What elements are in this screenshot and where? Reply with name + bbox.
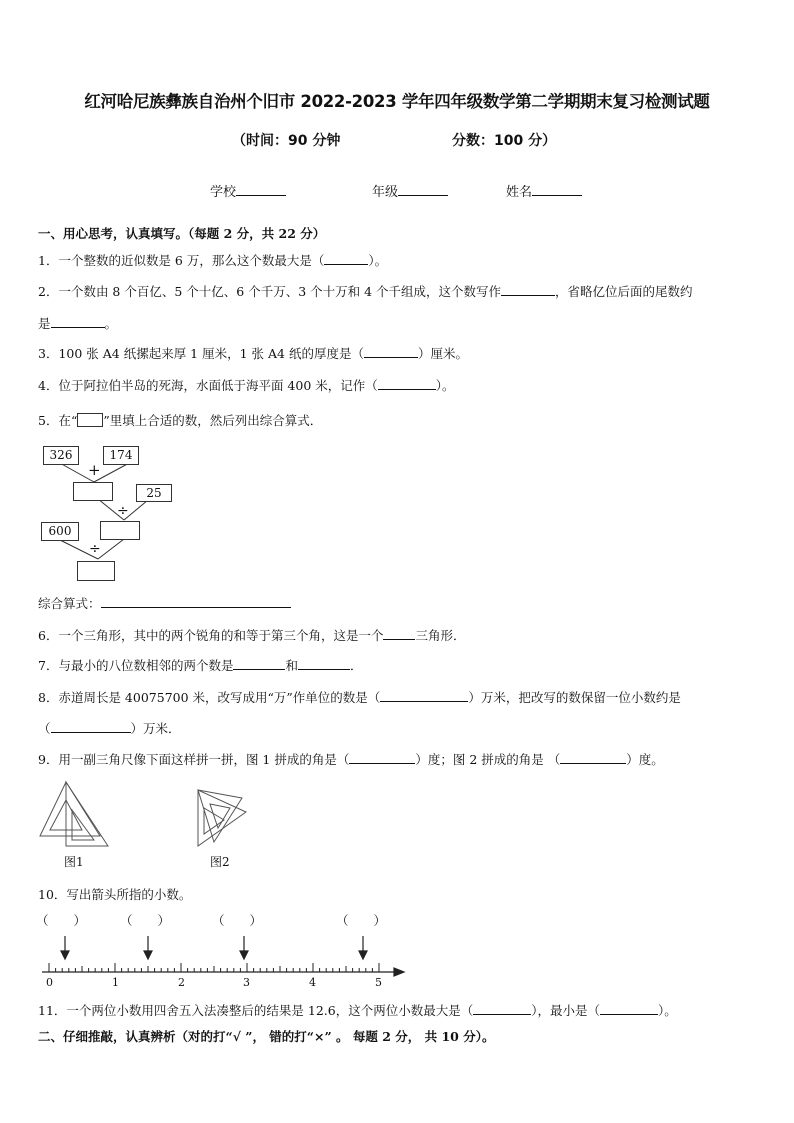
question-1	[38, 251, 387, 269]
q5-box-blank-3[interactable]	[77, 561, 115, 581]
question-8-cont	[38, 719, 181, 737]
q7-text-mid: 和	[285, 658, 298, 673]
question-2-cont	[38, 314, 117, 332]
q10-answer-1[interactable]: （ ）	[36, 913, 87, 928]
q5-box-174: 174	[103, 446, 139, 465]
q9-blank-1[interactable]	[349, 751, 415, 764]
question-8	[38, 688, 681, 706]
q10-answer-4[interactable]: （ ）	[336, 913, 387, 928]
q4-blank[interactable]	[378, 377, 436, 390]
time-label: （时间：90 分钟	[232, 133, 341, 149]
question-3	[38, 344, 468, 362]
q9-fig1-caption: 图1	[64, 855, 84, 869]
q5-formula	[38, 594, 291, 612]
q5-box-blank-2[interactable]	[100, 521, 140, 540]
q11-text: 11．一个两位小数用四舍五入法凑整后的结果是 12.6，这个两位小数最大是（	[38, 1003, 474, 1018]
q5-text: 5．在“	[38, 413, 78, 428]
grade-label: 年级	[372, 185, 399, 200]
question-7	[38, 656, 363, 674]
q1-text-end: ）。	[368, 253, 388, 268]
q2-blank-2[interactable]	[51, 315, 105, 328]
question-5	[38, 411, 322, 429]
q2-blank-1[interactable]	[501, 283, 555, 296]
q2-text: 2．一个数由 8 个百亿、5 个十亿、6 个千万、3 个十万和 4 个千组成，这个数写作	[38, 284, 502, 299]
section2-heading: 二、仔细推敲，认真辨析（对的打“√ ”， 错的打“×” 。 每题 2 分， 共 10 分）。	[38, 1029, 495, 1044]
name-blank[interactable]	[532, 183, 582, 196]
name-label: 姓名	[506, 185, 533, 200]
school-label: 学校	[210, 185, 237, 200]
q4-text: 4．位于阿拉伯半岛的死海，水面低于海平面 400 米，记作（	[38, 378, 378, 393]
q5-box-25: 25	[136, 484, 172, 502]
q4-text-end: ）。	[435, 378, 455, 393]
name-field[interactable]	[506, 181, 582, 200]
q9-text-mid: ）度；图 2 拼成的角是 （	[415, 752, 561, 767]
q10-answer-3[interactable]: （ ）	[212, 913, 263, 928]
page-title: 红河哈尼族彝族自治州个旧市 2022-2023 学年四年级数学第二学期期末复习检测试题	[84, 92, 710, 111]
q8-text-c: （	[38, 721, 51, 736]
q2-text-end: 。	[104, 316, 118, 331]
q1-blank[interactable]	[324, 252, 368, 265]
q5-formula-blank[interactable]	[101, 595, 291, 608]
q11-blank-2[interactable]	[600, 1002, 658, 1015]
q6-text: 6．一个三角形，其中的两个锐角的和等于第三个角，这是一个	[38, 628, 384, 643]
q11-text-mid: ），最小是（	[531, 1003, 600, 1018]
q8-text: 8．赤道周长是 40075700 米，改写成用“万”作单位的数是（	[38, 690, 381, 705]
q8-blank-1[interactable]	[380, 689, 468, 702]
q10-tick-label-4: 4	[309, 976, 316, 989]
q8-text-end: ）万米．	[130, 721, 181, 736]
school-blank[interactable]	[236, 183, 286, 196]
q10-tick-labels	[38, 976, 408, 992]
q5-op-plus: +	[88, 461, 101, 479]
q5-op-div-1: ÷	[117, 503, 129, 519]
q10-answer-2[interactable]: （ ）	[120, 913, 171, 928]
q9-text: 9．用一副三角尺像下面这样拼一拼，图 1 拼成的角是（	[38, 752, 350, 767]
q5-formula-label: 综合算式：	[38, 596, 101, 611]
q9-figure-1	[36, 778, 116, 850]
q10-tick-label-3: 3	[243, 976, 250, 989]
q2-text-c: 是	[38, 316, 51, 331]
q9-text-end: ）度。	[626, 752, 664, 767]
q7-blank-2[interactable]	[298, 657, 350, 670]
question-10: 10．写出箭头所指的小数。	[38, 887, 192, 902]
grade-field[interactable]	[372, 181, 448, 200]
q2-text-mid: ，省略亿位后面的尾数约	[555, 284, 693, 299]
q10-tick-label-2: 2	[178, 976, 185, 989]
q5-text-end: ”里填上合适的数，然后列出综合算式．	[103, 413, 323, 428]
q5-box-blank-1[interactable]	[73, 482, 113, 501]
question-11	[38, 1001, 677, 1019]
q10-tick-label-1: 1	[112, 976, 119, 989]
question-6	[38, 626, 465, 644]
q10-tick-label-0: 0	[46, 976, 53, 989]
q7-text-end: ．	[349, 658, 363, 673]
q7-blank-1[interactable]	[233, 657, 285, 670]
q5-op-div-2: ÷	[89, 541, 101, 557]
q8-text-mid: ）万米，把改写的数保留一位小数约是	[468, 690, 681, 705]
q8-blank-2[interactable]	[51, 720, 131, 733]
q3-blank[interactable]	[364, 345, 418, 358]
section1-heading: 一、用心思考，认真填写。（每题 2 分，共 22 分）	[38, 226, 326, 241]
score-label: 分数：100 分）	[452, 133, 557, 149]
question-9	[38, 750, 664, 768]
q7-text: 7．与最小的八位数相邻的两个数是	[38, 658, 234, 673]
q11-blank-1[interactable]	[473, 1002, 531, 1015]
school-field[interactable]	[210, 181, 286, 200]
q5-box-symbol	[77, 413, 103, 427]
q9-fig2-caption: 图2	[210, 855, 230, 869]
q6-blank[interactable]	[383, 627, 415, 640]
q9-blank-2[interactable]	[560, 751, 626, 764]
question-4	[38, 376, 455, 394]
grade-blank[interactable]	[398, 183, 448, 196]
q5-box-326: 326	[43, 446, 79, 465]
question-2	[38, 282, 693, 300]
q3-text-end: ）厘米。	[417, 346, 468, 361]
q5-box-600: 600	[41, 522, 79, 541]
q1-text: 1．一个整数的近似数是 6 万，那么这个数最大是（	[38, 253, 325, 268]
q6-text-end: 三角形．	[415, 628, 466, 643]
q10-tick-label-5: 5	[375, 976, 382, 989]
q3-text: 3．100 张 A4 纸摞起来厚 1 厘米，1 张 A4 纸的厚度是（	[38, 346, 364, 361]
q11-text-end: ）。	[657, 1003, 677, 1018]
q9-figure-2	[192, 786, 256, 850]
